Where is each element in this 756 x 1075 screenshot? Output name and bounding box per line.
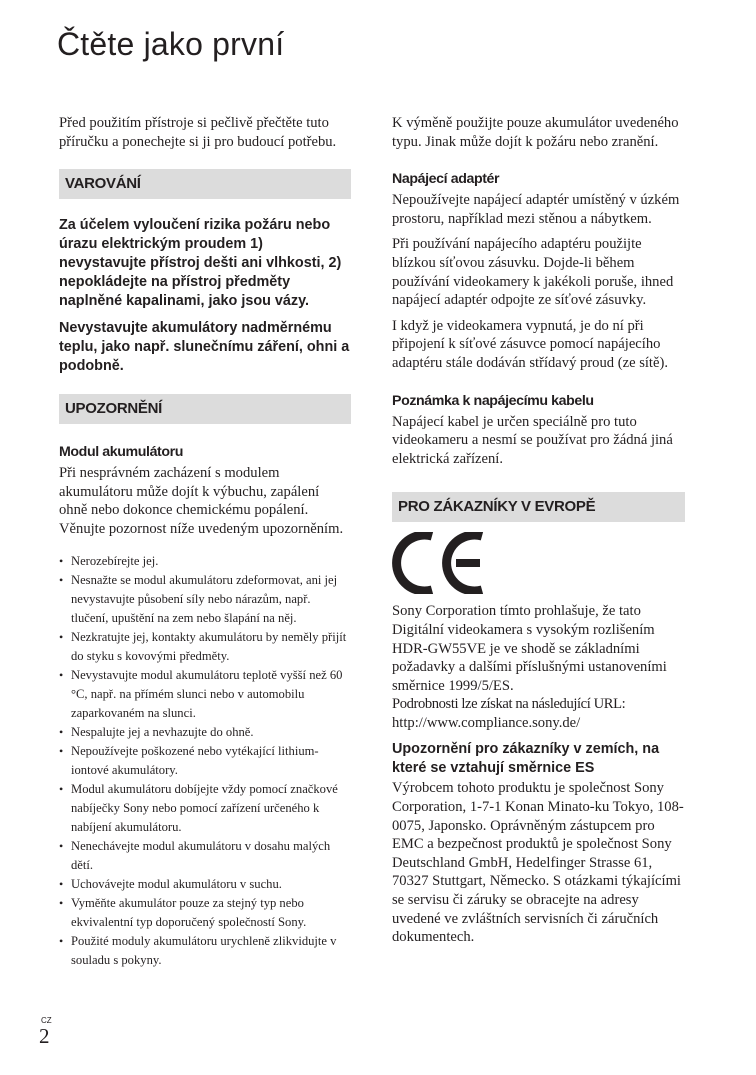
declaration-details: Podrobnosti lze získat na následující URL:	[392, 696, 626, 713]
right-column	[392, 114, 685, 954]
cable-text: Napájecí kabel je určen speciálně pro tuto videokameru a nesmí se používat pro žádná jiná elektrická zařízení.	[392, 413, 673, 467]
list-item: • Nezkratujte jej, kontakty akumulátoru by neměly přijít do styku s kovovými předměty.	[59, 629, 347, 663]
battery-title: Modul akumulátoru	[59, 444, 184, 461]
list-item: • Uchovávejte modul akumulátoru v suchu.	[59, 876, 282, 891]
warning-header: VAROVÁNÍ	[59, 169, 351, 199]
replace-battery-text: K výměně použijte pouze akumulátor uvedeného typu. Jinak může dojít k požáru nebo zranění.	[392, 115, 679, 150]
caution-header: UPOZORNĚNÍ	[59, 394, 351, 424]
warning-text-2: Nevystavujte akumulátory nadměrnému teplu, jako např. slunečnímu záření, ohni a podobně.	[59, 320, 350, 375]
page-number: 2	[39, 1024, 50, 1048]
list-item: • Nepoužívejte poškozené nebo vytékající lithium-iontové akumulátory.	[59, 743, 319, 777]
page-title: Čtěte jako první	[57, 26, 285, 62]
adapter-paragraph-3: I když je videokamera vypnutá, je do ní při připojení k síťové zásuvce pomocí napájecího adaptéru stále dodáván střídavý proud (ze sítě).	[392, 317, 668, 371]
es-notice-text: Výrobcem tohoto produktu je společnost Sony Corporation, 1-7-1 Konan Minato-ku Tokyo, 108-0075, Japonsko. Oprávněným zástupcem pro EMC a bezpečnost produktů je společnost Sony Deutschland GmbH, Hedelfinger Strasse 61, 70327 Stuttgart, Německo. S otázkami týkajícími se servisu či záruky se obracejte na adresy uvedené ve zvláštních servisních či záručních dokumentech.	[392, 780, 684, 946]
language-code: CZ	[41, 1016, 52, 1025]
declaration-text: Sony Corporation tímto prohlašuje, že tato Digitální videokamera s vysokým rozlišením HDR-GW55VE je ve shodě se základními požadavky a dalšími příslušnými ustanoveními směrnice 1999/5/ES.	[392, 603, 667, 694]
cable-title: Poznámka k napájecímu kabelu	[392, 392, 594, 409]
list-item: • Nespalujte jej a nevhazujte do ohně.	[59, 724, 254, 739]
list-item: • Nevystavujte modul akumulátoru teplotě vyšší než 60 °C, např. na přímém slunci nebo v automobilu zaparkovaném na slunci.	[59, 667, 343, 720]
list-item: • Vyměňte akumulátor pouze za stejný typ nebo ekvivalentní typ doporučený společností Sony.	[59, 895, 307, 929]
intro-paragraph: Před použitím přístroje si pečlivě přečtěte tuto příručku a ponechejte si ji pro budoucí potřebu.	[59, 115, 337, 150]
left-column	[59, 114, 351, 970]
warning-text-1: Za účelem vyloučení rizika požáru nebo úrazu elektrickým proudem 1) nevystavujte přístroj dešti ani vlhkosti, 2) nepokládejte na přístroj předměty naplněné kapalinami, jako jsou vázy.	[59, 217, 342, 310]
list-item: • Nenechávejte modul akumulátoru v dosahu malých dětí.	[59, 838, 331, 872]
list-item: • Nesnažte se modul akumulátoru zdeformovat, ani jej nevystavujte působení síly nebo nárazům, např. tlučení, upuštění na zem nebo šlapání na něj.	[59, 572, 338, 625]
adapter-title: Napájecí adaptér	[392, 171, 500, 188]
battery-text: Při nesprávném zacházení s modulem akumulátoru může dojít k výbuchu, zapálení ohně nebo dokonce chemickému popálení. Věnujte pozornost níže uvedeným upozorněním.	[59, 465, 344, 537]
ce-mark-icon	[392, 532, 488, 594]
battery-bullet-list	[59, 552, 351, 970]
adapter-paragraph-1: Nepoužívejte napájecí adaptér umístěný v úzkém prostoru, například mezi stěnou a nábytkem.	[392, 192, 680, 227]
list-item: • Použité moduly akumulátoru urychleně zlikvidujte v souladu s pokyny.	[59, 933, 337, 967]
europe-header: PRO ZÁKAZNÍKY V EVROPĚ	[392, 492, 685, 522]
adapter-paragraph-2: Při používání napájecího adaptéru použijte blízkou síťovou zásuvku. Dojde-li během používání videokamery k jakékoli poruše, ihned napájecí adaptér odpojte ze síťové zásuvky.	[392, 236, 674, 309]
compliance-url[interactable]: http://www.compliance.sony.de/	[392, 714, 581, 731]
list-item: • Modul akumulátoru dobíjejte vždy pomocí značkové nabíječky Sony nebo pomocí zařízení určeného k nabíjení akumulátoru.	[59, 781, 338, 834]
es-notice-title: Upozornění pro zákazníky v zemích, na které se vztahují směrnice ES	[392, 741, 660, 777]
list-item: • Nerozebírejte jej.	[59, 553, 159, 568]
